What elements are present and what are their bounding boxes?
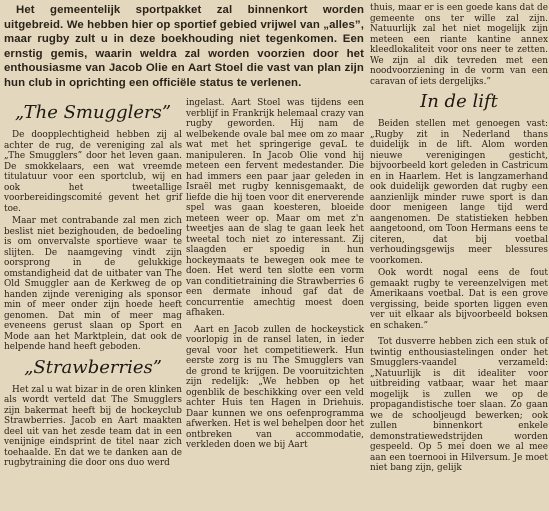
column-right	[370, 3, 548, 476]
column-left	[4, 98, 182, 471]
paragraph: ingelast. Aart Stoel was tijdens een verblijf in Frankrijk helemaal crazy van rugby geworden. Hij nam de welbekende ovale bal mee om zo maar wat met het springerige gevaL te manipuleren. In Jacob Olie vond hij meteen een fervent medestander. Die had immers een paar jaar geleden in Israël met rugby kennisgemaakt, de liefde die hij toen voor dit enerverende spel was gaan koesteren, bloeide meteen weer op. Maar om met z'n tweetjes aan de slag te gaan leek het tweetal toch niet zo interessant. Zij slaagden er spoedig in hun hockeymaats te bewegen ook mee te doen. Het werd ten slotte een vorm van conditietraining die Strawberries 6 een dermate inhoud gaf dat de concurrentie amechtig moest doen afhaken.	[186, 98, 364, 318]
paragraph: Ook wordt nogal eens de fout gemaakt rugby te vereenzelvigen met Amerikaans voetbal. Dat is een grove vergissing, beide sporten liggen even ver uit elkaar als bijvoorbeeld boksen en schaken.”	[370, 268, 548, 331]
paragraph: thuis, maar er is een goede kans dat de gemeente ons ter wille zal zijn. Natuurlijk zal het niet mogelijk zijn meteen een riante kantine annex kleedlokaliteit voor ons neer te zetten. We zijn al dik tevreden met een noodvoorziening in de vorm van een caravan of iets dergelijks.”	[370, 3, 548, 87]
paragraph: Tot dusverre hebben zich een stuk of twintig enthousiastelingen onder het Smugglers-vaandel verzameld: „Natuurlijk is dit idealiter voor uitbreiding vatbaar, waar het maar mogelijk is zullen we op de propagandistische toer slaan. Zo gaan we de schooljeugd bewerken; ook zullen binnenkort enkele demonstratiewedstrijden worden gespeeld. Op 5 mei doen we al mee aan een toernooi in Hilversum. Je moet niet bang zijn, gelijk	[370, 337, 548, 473]
paragraph: Aart en Jacob zullen de hockeystick voorlopig in de ransel laten, in ieder geval voor het competitiewerk. Hun eerste zorg is nu The Smugglers van de grond te krijgen. De vooruitzichten zijn redelijk: „We hebben op het ogenblik de beschikking over een veld achter Huis ten Hagen in Driehuis. Daar kunnen we ons oefenprogramma afwerken. Het is wel behelpen door het ontbreken van accommodatie, verkleden doen we bij Aart	[186, 324, 364, 450]
column-middle	[186, 98, 364, 453]
article-intro	[4, 3, 364, 91]
heading-strawberries: „Strawberries”	[24, 356, 162, 378]
paragraph: Het zal u wat bizar in de oren klinken als wordt verteld dat The Smugglers zijn bakermat heeft bij de hockeyclub Strawberries. Jacob en Aart maakten deel uit van het zesde team dat in een venijnige eindsprint de titel naar zich toehaalde. En dat we te danken aan de rugbytraining die door ons duo werd	[4, 384, 182, 468]
heading-the-smugglers: „The Smugglers”	[14, 102, 172, 123]
paragraph: Maar met contrabande zal men zich beslist niet bezighouden, de bedoeling is om onvervalste sportieve waar te slijten. De naamgeving vindt zijn oorsprong in de gelukkige omstandigheid dat de uitbater van The Old Smuggler aan de Kerkweg de op handen zijnde vereniging als sponsor min of meer onder zijn hoede heeft genomen. Dat min of meer mag eveneens gerust slaan op Sport en Mode aan het Marktplein, dat ook de helpende hand heeft geboden.	[4, 216, 182, 352]
paragraph: De doopplechtigheid hebben zij al achter de rug, de vereniging zal als „The Smugglers” door het leven gaan. De smokkelaars, een wat vreemde titulatuur voor een sportclub, wij en ook het tweetallige voorbereidingscomité gevent het grif toe.	[4, 130, 182, 214]
intro-paragraph: Het gemeentelijk sportpakket zal binnenkort worden uitgebreid. We hebben hier op sportief gebied vrijwel van „alles”, maar rugby zult u in deze boekhouding niet tegenkomen. Een ernstig gemis, waarin weldra zal worden voorzien door het enthousiasme van Jacob Olie en Aart Stoel die vast van plan zijn hun club in oprichting een officiële status te verlenen.	[4, 4, 364, 89]
heading-in-de-lift: In de lift	[420, 91, 498, 112]
paragraph: Beiden stellen met genoegen vast: „Rugby zit in Nederland thans duidelijk in de lift. Alom worden nieuwe verenigingen gesticht, bijvoorbeeld kort geleden in Castricum en in Haarlem. Het is langzamerhand ook duidelijk geworden dat rugby een aanzienlijk minder ruwe sport is dan door menigeen lange tijd werd aangenomen. De statistieken hebben aangetoond, om Toon Hermans eens te citeren, dat bij voetbal verhoudingsgewijs meer blessures voorkomen.	[370, 119, 548, 266]
